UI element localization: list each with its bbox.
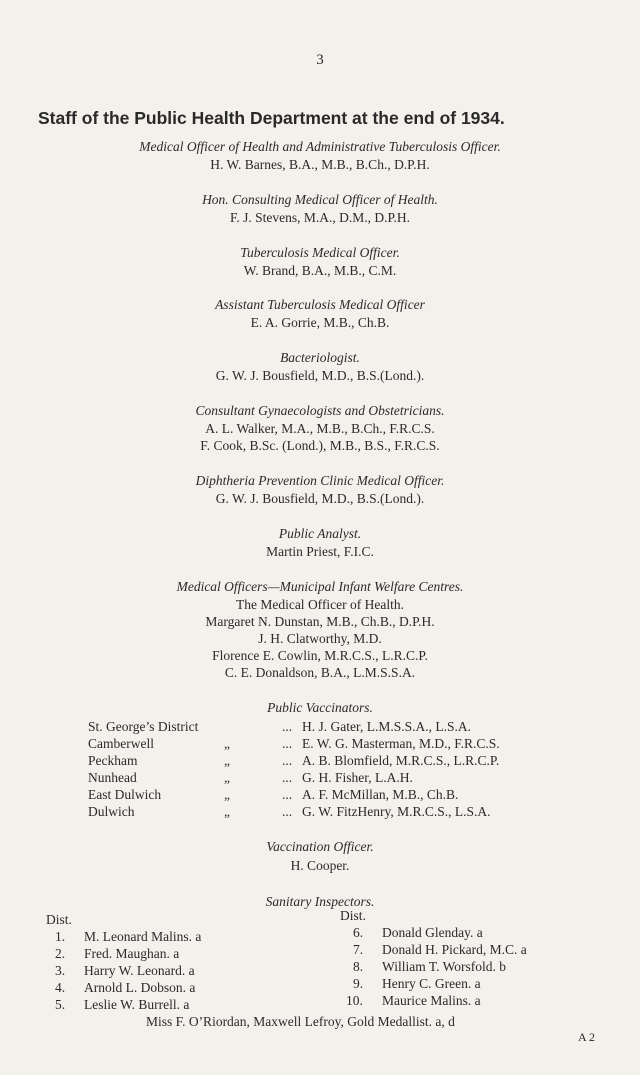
ditto-mark: „ [224, 753, 230, 768]
vaccinator-name: H. J. Gater, L.M.S.S.A., L.S.A. [302, 719, 471, 734]
vaccinator-row [0, 736, 640, 754]
staff-name: G. W. J. Bousfield, M.D., B.S.(Lond.). [215, 491, 425, 506]
vaccinator-name: G. H. Fisher, L.A.H. [302, 770, 413, 785]
section-heading: Hon. Consulting Medical Officer of Health. [202, 192, 438, 207]
staff-name: W. Brand, B.A., M.B., C.M. [243, 263, 397, 278]
section-heading: Bacteriologist. [280, 350, 360, 365]
staff-name: F. Cook, B.Sc. (Lond.), M.B., B.S., F.R.C.S. [200, 438, 440, 453]
district-label: Dulwich [88, 804, 135, 819]
staff-name: A. L. Walker, M.A., M.B., B.Ch., F.R.C.S. [205, 421, 435, 436]
ditto-mark: „ [224, 804, 230, 819]
staff-name: Florence E. Cowlin, M.R.C.S., L.R.C.P. [212, 648, 428, 663]
district-label: Peckham [88, 753, 138, 768]
inspector-name: M. Leonard Malins. a [84, 929, 202, 944]
inspector-name: William T. Worsfold. b [382, 959, 506, 974]
inspector-name: Maurice Malins. a [382, 993, 481, 1008]
inspector-number: 2. [55, 946, 66, 961]
inspector-name: Leslie W. Burrell. a [84, 997, 190, 1012]
leader-dots: ... [282, 770, 293, 785]
inspector-name: Fred. Maughan. a [84, 946, 180, 961]
inspector-name: Arnold L. Dobson. a [84, 980, 196, 995]
vaccinator-name: G. W. FitzHenry, M.R.C.S., L.S.A. [302, 804, 491, 819]
district-label: Camberwell [88, 736, 154, 751]
section-heading: Diphtheria Prevention Clinic Medical Officer. [195, 473, 445, 488]
page-number: 3 [316, 52, 324, 68]
leader-dots: ... [282, 804, 293, 819]
inspector-number: 6. [353, 925, 364, 940]
staff-name: Margaret N. Dunstan, M.B., Ch.B., D.P.H. [205, 614, 435, 629]
inspector-name: Henry C. Green. a [382, 976, 481, 991]
vaccination-officer-name: H. Cooper. [290, 858, 350, 873]
district-label: St. George’s District [88, 719, 199, 734]
inspector-number: 7. [353, 942, 364, 957]
district-label: East Dulwich [88, 787, 162, 802]
inspector-number: 10. [346, 993, 363, 1008]
ditto-mark: „ [224, 736, 230, 751]
staff-name: The Medical Officer of Health. [235, 597, 405, 612]
vaccinators-heading: Public Vaccinators. [267, 700, 373, 715]
vaccinator-row [0, 753, 640, 771]
inspector-number: 3. [55, 963, 66, 978]
inspector-number: 9. [353, 976, 364, 991]
inspector-number: 4. [55, 980, 66, 995]
staff-name: H. W. Barnes, B.A., M.B., B.Ch., D.P.H. [210, 157, 430, 172]
vaccinator-row [0, 804, 640, 822]
inspector-name: Donald Glenday. a [382, 925, 483, 940]
page-title: Staff of the Public Health Department at the end of 1934. [38, 108, 505, 128]
ditto-mark: „ [224, 770, 230, 785]
leader-dots: ... [282, 736, 293, 751]
inspector-name: Harry W. Leonard. a [84, 963, 195, 978]
inspectors-heading: Sanitary Inspectors. [265, 894, 375, 909]
staff-name: C. E. Donaldson, B.A., L.M.S.S.A. [224, 665, 416, 680]
ditto-mark: „ [224, 787, 230, 802]
vaccinator-row [0, 719, 640, 737]
dist-label-right: Dist. [340, 908, 366, 923]
section-heading: Medical Officer of Health and Administrative Tuberculosis Officer. [139, 139, 501, 154]
section-heading: Assistant Tuberculosis Medical Officer [215, 297, 425, 312]
staff-name: J. H. Clatworthy, M.D. [258, 631, 382, 646]
staff-name: E. A. Gorrie, M.B., Ch.B. [250, 315, 390, 330]
section-heading: Public Analyst. [278, 526, 362, 541]
signature-mark: A 2 [578, 1030, 596, 1044]
vaccinator-name: A. B. Blomfield, M.R.C.S., L.R.C.P. [302, 753, 500, 768]
section-heading: Tuberculosis Medical Officer. [240, 245, 400, 260]
vaccinator-row [0, 787, 640, 805]
inspector-number: 8. [353, 959, 364, 974]
section-heading: Consultant Gynaecologists and Obstetricians. [195, 403, 445, 418]
vaccinator-row [0, 770, 640, 788]
staff-name: G. W. J. Bousfield, M.D., B.S.(Lond.). [215, 368, 425, 383]
vaccination-officer-heading: Vaccination Officer. [266, 839, 374, 854]
district-label: Nunhead [88, 770, 137, 785]
inspectors-footer: Miss F. O’Riordan, Maxwell Lefroy, Gold Medallist. a, d [146, 1014, 455, 1029]
staff-name: F. J. Stevens, M.A., D.M., D.P.H. [229, 210, 411, 225]
inspector-number: 5. [55, 997, 66, 1012]
vaccinator-name: E. W. G. Masterman, M.D., F.R.C.S. [302, 736, 500, 751]
inspector-number: 1. [55, 929, 66, 944]
dist-label-left: Dist. [46, 912, 72, 927]
inspector-name: Donald H. Pickard, M.C. a [382, 942, 527, 957]
section-heading: Medical Officers—Municipal Infant Welfare Centres. [176, 579, 464, 594]
leader-dots: ... [282, 753, 293, 768]
leader-dots: ... [282, 787, 293, 802]
staff-name: Martin Priest, F.I.C. [266, 544, 374, 559]
leader-dots: ... [282, 719, 293, 734]
vaccinator-name: A. F. McMillan, M.B., Ch.B. [302, 787, 459, 802]
